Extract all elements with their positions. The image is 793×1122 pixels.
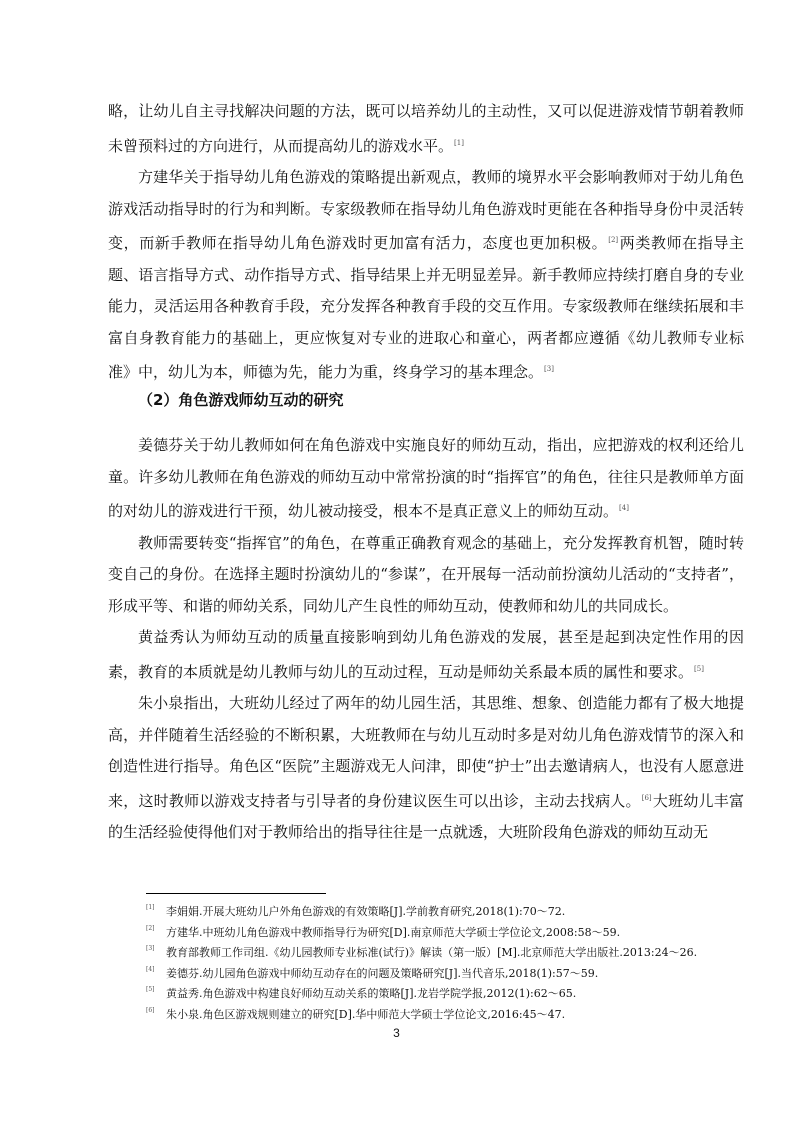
footnote-text: 姜德芬.幼儿园角色游戏中师幼互动存在的问题及策略研究[J].当代音乐,2018(1):57～59. [166, 966, 599, 980]
footnote-item [146, 923, 746, 944]
paragraph-teacher-role: 教师需要转变“指挥官”的角色，在尊重正确教育观念的基础上，充分发挥教育机智，随时转变自己的身份。在选择主题时扮演幼儿的“参谋”，在开展每一活动前扮演幼儿活动的“支持者”，形成平等、和谐的师幼关系，同幼儿产生良性的师幼互动，使教师和幼儿的共同成长。 [108, 533, 744, 615]
citation-4[interactable]: [4] [619, 504, 629, 512]
footnote-text: 李娟娟.开展大班幼儿户外角色游戏的有效策略[J].学前教育研究,2018(1):70～72. [166, 905, 566, 918]
citation-5[interactable]: [5] [694, 664, 704, 673]
footnote-item [146, 984, 746, 1005]
section-heading: （2）角色游戏师幼互动的研究 [138, 391, 344, 409]
footnote-item [146, 902, 746, 923]
footnote-mark: [2] [146, 924, 155, 932]
footnote-mark: [6] [146, 1006, 155, 1014]
footnote-divider [146, 893, 326, 894]
footnote-item [146, 1005, 746, 1026]
footnote-mark: [1] [146, 904, 155, 911]
citation-3[interactable]: [3] [544, 365, 554, 373]
footnote-mark: [5] [146, 986, 155, 993]
page-number: 3 [393, 1026, 400, 1040]
citation-1[interactable]: [1] [454, 138, 464, 147]
footnote-mark: [3] [146, 945, 155, 952]
footnote-text: 方建华.中班幼儿角色游戏中教师指导行为研究[D].南京师范大学硕士学位论文,2008:58～59. [166, 925, 621, 939]
footnote-text: 黄益秀.角色游戏中构建良好师幼互动关系的策略[J].龙岩学院学报,2012(1):62～65. [166, 987, 577, 1000]
footnote-text: 教育部教师工作司组.《幼儿园教师专业标准(试行)》解读（第一版）[M].北京师范大学出版社.2013:24～26. [166, 946, 698, 959]
section-2-body [108, 430, 744, 849]
footnote-item [146, 943, 746, 964]
footnotes [146, 902, 746, 1025]
footnote-text: 朱小泉.角色区游戏规则建立的研究[D].华中师范大学硕士学位论文,2016:45～47. [166, 1007, 566, 1021]
footnote-mark: [4] [146, 965, 155, 973]
paragraph-continuation: 略，让幼儿自主寻找解决问题的方法，既可以培养幼儿的主动性，又可以促进游戏情节朝着教师未曾预料过的方向进行，从而提高幼儿的游戏水平。[1] [108, 102, 744, 155]
footnote-item [146, 964, 746, 985]
citation-6[interactable]: [6] [641, 793, 652, 802]
section-1-body [108, 96, 744, 389]
paragraph-jiang-defen: 姜德芬关于幼儿教师如何在角色游戏中实施良好的师幼互动，指出，应把游戏的权利还给儿童。许多幼儿教师在角色游戏的师幼互动中常常扮演的时“指挥官”的角色，往往只是教师单方面的对幼儿的游戏进行干预，幼儿被动接受，根本不是真正意义上的师幼互动。[4] [108, 436, 744, 520]
paragraph-zhu-xiaoquan: 朱小泉指出，大班幼儿经过了两年的幼儿园生活，其思维、想象、创造能力都有了极大地提高，并伴随着生活经验的不断积累，大班教师在与幼儿互动时多是对幼儿角色游戏情节的深入和创造性进行指导。角色区“医院”主题游戏无人问津，即使“护士”出去邀请病人，也没有人愿意进来，这时教师以游戏支持者与引导者的身份建议医生可以出诊，主动去找病人。[6]大班幼儿丰富的生活经验使得他们对于教师给出的指导往往是一点就透，大班阶段角色游戏的师幼互动无 [108, 694, 744, 841]
paragraph-fang-jianhua: 方建华关于指导幼儿角色游戏的策略提出新观点，教师的境界水平会影响教师对于幼儿角色游戏活动指导时的行为和判断。专家级教师在指导幼儿角色游戏时更能在各种指导身份中灵活转变，而新手教师在指导幼儿角色游戏时更加富有活力，态度也更加积极。[2]两类教师在指导主题、语言指导方式、动作指导方式、指导结果上并无明显差异。新手教师应持续打磨自身的专业能力，灵活运用各种教育手段，充分发挥各种教育手段的交互作用。专家级教师在继续拓展和丰富自身教育能力的基础上，更应恢复对专业的进取心和童心，两者都应遵循《幼儿教师专业标准》中，幼儿为本，师德为先，能力为重，终身学习的基本理念。[3] [108, 168, 744, 381]
citation-2[interactable]: [2] [608, 236, 619, 244]
paragraph-huang-yixiu: 黄益秀认为师幼互动的质量直接影响到幼儿角色游戏的发展，甚至是起到决定性作用的因素，教育的本质就是幼儿教师与幼儿的互动过程，互动是师幼关系最本质的属性和要求。[5] [108, 628, 744, 681]
